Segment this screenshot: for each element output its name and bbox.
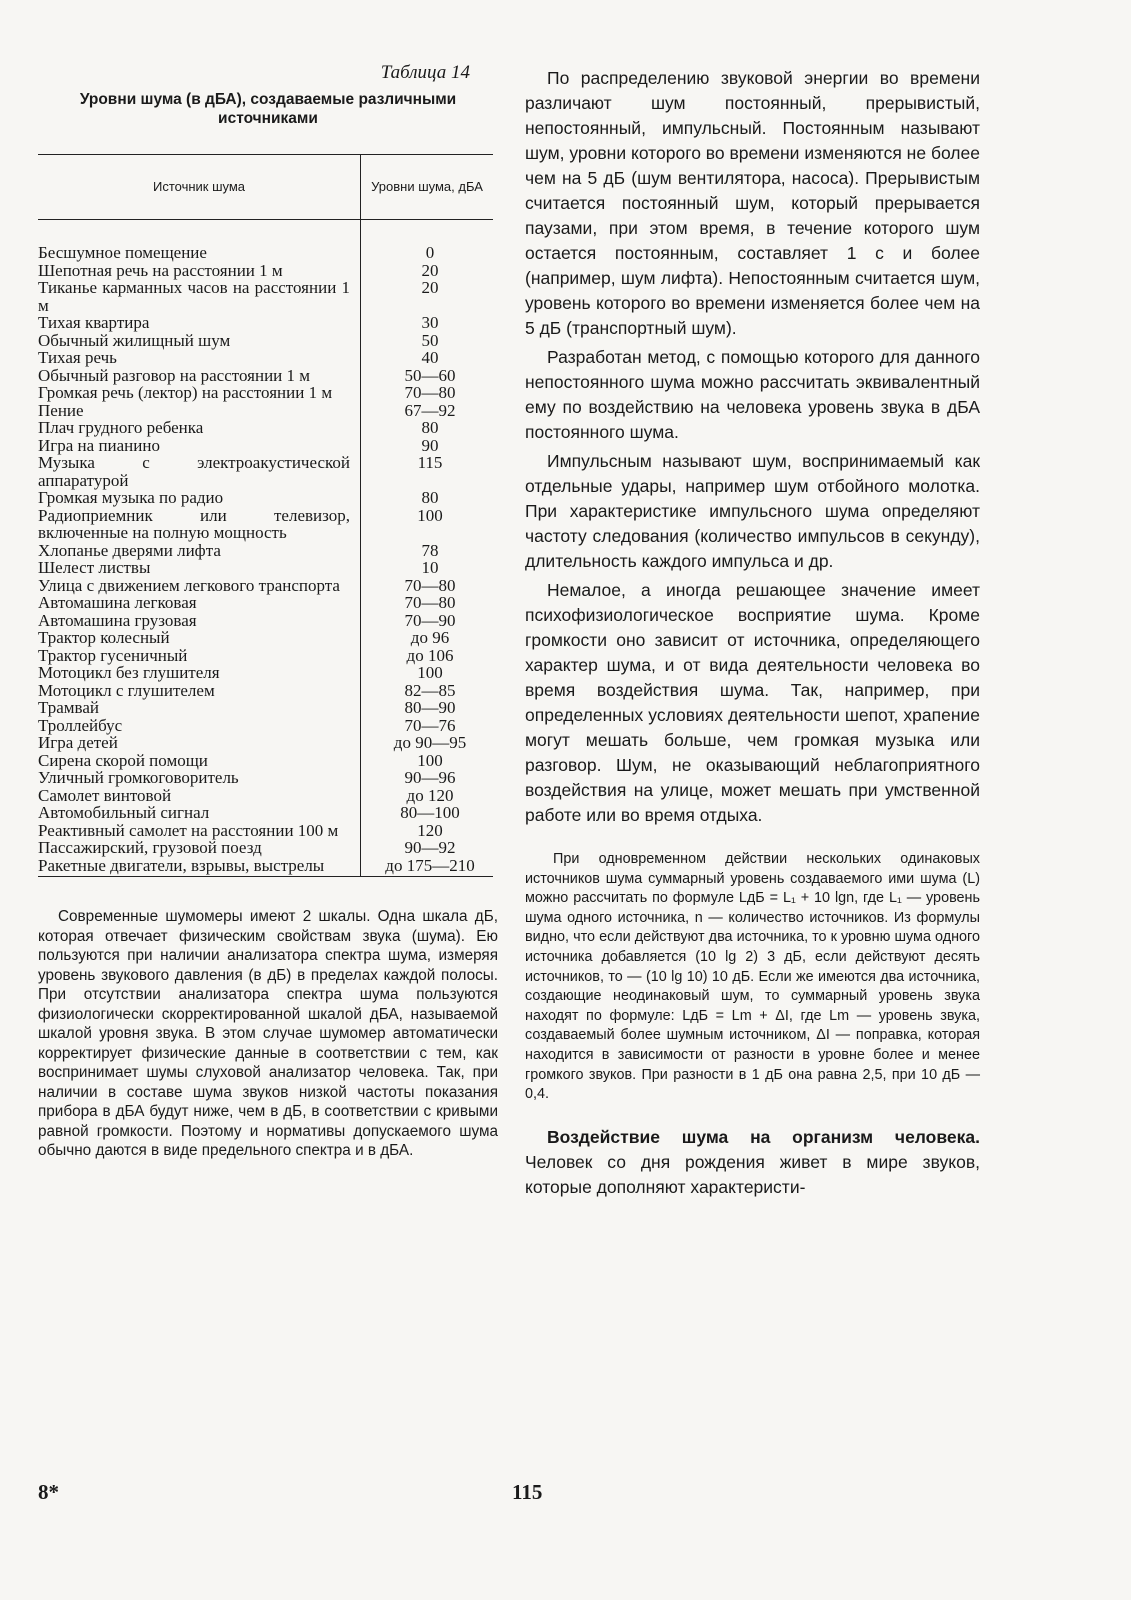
cell-level: 70—80 <box>404 383 456 402</box>
cell-level: 50—60 <box>404 365 456 385</box>
table-row <box>38 332 493 350</box>
table-row <box>38 220 493 262</box>
cell-source: Радиоприемник или телевизор, включенные на полную мощность <box>38 507 361 542</box>
cell-level: 70—80 <box>404 575 456 595</box>
table-row <box>38 577 493 595</box>
cell-source: Автомашина грузовая <box>38 612 361 630</box>
cell-level: до 96 <box>410 628 450 647</box>
signature-mark: 8* <box>38 1480 59 1504</box>
cell-source: Реактивный самолет на расстоянии 100 м <box>38 822 361 840</box>
table-row <box>38 804 493 822</box>
cell-source: Мотоцикл без глушителя <box>38 664 361 682</box>
cell-source: Тихая речь <box>38 349 361 367</box>
cell-level: 80—100 <box>400 803 460 822</box>
cell-level: до 106 <box>406 645 454 665</box>
table-row <box>38 839 493 857</box>
table-row <box>38 402 493 420</box>
table-row <box>38 717 493 735</box>
cell-level: 30 <box>421 313 439 332</box>
table-row <box>38 594 493 612</box>
cell-source: Пассажирский, грузовой поезд <box>38 839 361 857</box>
table-row <box>38 752 493 770</box>
table-row <box>38 349 493 367</box>
left-column <box>38 62 498 1161</box>
cell-source: Обычный жилищный шум <box>38 332 361 350</box>
cell-level: 50 <box>421 330 439 350</box>
cell-level: 90 <box>421 435 439 455</box>
cell-level: 0 <box>425 243 435 262</box>
section-paragraph <box>525 1125 980 1200</box>
cell-source: Хлопанье дверями лифта <box>38 542 361 560</box>
cell-level: 90—96 <box>404 768 456 787</box>
table-row <box>38 437 493 455</box>
table-row <box>38 314 493 332</box>
table-row <box>38 769 493 787</box>
cell-level: 78 <box>421 540 439 560</box>
table-body <box>38 220 493 877</box>
paragraph-impulse-noise: Импульсным называют шум, воспринимаемый как отдельные удары, например шум отбойного молотка. При характеристике импульсного шума определяют частоту следования (количество импульсов в секунду), длительность каждого импульса и др. <box>525 451 980 571</box>
cell-level: 20 <box>421 260 439 280</box>
cell-source: Шелест листвы <box>38 559 361 577</box>
cell-source: Трамвай <box>38 699 361 717</box>
table-row <box>38 787 493 805</box>
cell-source: Автомашина легковая <box>38 594 361 612</box>
table-number: Таблица 14 <box>380 62 470 83</box>
table-row <box>38 734 493 752</box>
cell-level: 70—76 <box>404 715 456 735</box>
cell-source: Сирена скорой помощи <box>38 752 361 770</box>
cell-source: Бесшумное помещение <box>38 220 361 262</box>
cell-level: 80 <box>421 418 439 437</box>
table-row <box>38 559 493 577</box>
cell-level: до 90—95 <box>393 733 467 752</box>
table-title: Уровни шума (в дБА), создаваемые различными источниками <box>79 91 457 127</box>
right-column <box>525 66 980 1200</box>
cell-source: Автомобильный сигнал <box>38 804 361 822</box>
cell-source: Улица с движением легкового транспорта <box>38 577 361 595</box>
table-row <box>38 384 493 402</box>
cell-level: 120 <box>417 820 443 840</box>
cell-level: 100 <box>417 750 443 770</box>
table-row <box>38 682 493 700</box>
table-row <box>38 489 493 507</box>
paragraph-perception: Немалое, а иногда решающее значение имеет психофизиологическое восприятие шума. Кроме громкости оно зависит от источника, определяющего характер шума, и от вида деятельности человека во время воздействия шума. Так, например, при определенных условиях деятельности шепот, храпение могут мешать больше, чем громкая музыка или разговор. Шум, не оказывающий неблагоприятного воздействия на улице, может мешать при умственной работе или во время отдыха. <box>525 580 980 825</box>
cell-source: Обычный разговор на расстоянии 1 м <box>38 367 361 385</box>
paragraph-method: Разработан метод, с помощью которого для данного непостоянного шума можно рассчитать эквивалентный ему по воздействию на человека уровень звука в дБА постоянного шума. <box>525 347 980 442</box>
cell-source: Тихая квартира <box>38 314 361 332</box>
table-row <box>38 542 493 560</box>
table-row <box>38 454 493 489</box>
cell-level: 82—85 <box>404 680 456 700</box>
cell-source: Игра на пианино <box>38 437 361 455</box>
table-row <box>38 699 493 717</box>
table-row <box>38 279 493 314</box>
cell-level: 115 <box>417 453 443 472</box>
cell-level: 80 <box>421 488 439 507</box>
cell-source: Музыка с электроакустической аппаратурой <box>38 454 361 489</box>
cell-level: 100 <box>417 663 443 682</box>
cell-source: Игра детей <box>38 734 361 752</box>
table-row <box>38 262 493 280</box>
table-row <box>38 822 493 840</box>
cell-source: Шепотная речь на расстоянии 1 м <box>38 262 361 280</box>
cell-level: 70—90 <box>404 610 456 630</box>
cell-source: Уличный громкоговоритель <box>38 769 361 787</box>
paragraph-noise-types: По распределению звуковой энергии во времени различают шум постоянный, прерывистый, непостоянный, импульсный. Постоянным называют шум, уровни которого во времени изменяются не более чем на 5 дБ (шум вентилятора, насоса). Прерывистым считается постоянный шум, который прерывается паузами, при этом время, в течение которого шум остается постоянным, составляет 1 с и более (например, шум лифта). Непостоянным считается шум, уровень которого во времени изменяется более чем на 5 дБ (транспортный шум). <box>525 68 980 338</box>
table-row <box>38 419 493 437</box>
cell-level: до 120 <box>406 785 454 805</box>
cell-level: 80—90 <box>404 698 456 717</box>
table-row <box>38 629 493 647</box>
cell-level: 70—80 <box>404 593 456 612</box>
cell-source: Мотоцикл с глушителем <box>38 682 361 700</box>
cell-source: Ракетные двигатели, взрывы, выстрелы <box>38 857 361 877</box>
section-text: Человек со дня рождения живет в мире звуков, которые дополняют характеристи- <box>525 1151 980 1197</box>
cell-level: 100 <box>417 505 443 525</box>
table-row <box>38 647 493 665</box>
cell-level: 20 <box>421 278 439 297</box>
section-heading: Воздействие шума на организм человека. <box>547 1126 980 1147</box>
cell-level: до 175—210 <box>361 857 494 877</box>
table-row <box>38 612 493 630</box>
cell-source: Громкая речь (лектор) на расстоянии 1 м <box>38 384 361 402</box>
table-row <box>38 664 493 682</box>
cell-source: Трактор гусеничный <box>38 647 361 665</box>
formula-paragraph: При одновременном действии нескольких одинаковых источников шума суммарный уровень создаваемого ими шума (L) можно рассчитать по формуле LдБ = L₁ + 10 lgn, где L₁ — уровень шума одного источника, n — количество источников. Из формулы видно, что если действуют два источника, то к уровню шума одного источника добавляется (10 lg 2) 3 дБ, если действуют десять источников, то — (10 lg 10) 10 дБ. Если же имеются два источника, создающие неодинаковый шум, то суммарный уровень звука находят по формуле: LдБ = Lm + ΔI, где Lm — уровень звука, создаваемый более шумным источником, ΔI — поправка, которая находится в зависимости от разности в уровне более и менее громкого звуков. При разности в 1 дБ она равна 2,5, при 10 дБ — 0,4. <box>525 851 980 1103</box>
cell-level: 10 <box>421 558 439 577</box>
table-row <box>38 507 493 542</box>
cell-source: Троллейбус <box>38 717 361 735</box>
table-row <box>38 857 493 877</box>
table-row <box>38 367 493 385</box>
page-number: 115 <box>512 1480 543 1504</box>
cell-level: 90—92 <box>404 838 456 857</box>
column-header-source: Источник шума <box>38 155 361 220</box>
table-header-row <box>38 155 493 220</box>
shumomer-paragraph: Современные шумомеры имеют 2 шкалы. Одна шкала дБ, которая отвечает физическим свойствам звука (шума). Ею пользуются при наличии анализатора спектра шума, измеряя уровень звукового давления (в дБ) в пределах каждой полосы. При отсутствии анализатора спектра шума пользуются физиологически скорректированной шкалой дБА, называемой шкалой уровня звука. В этом случае шумомер автоматически корректирует физические данные в соответствии с тем, как воспринимает шумы слуховой анализатор человека. Так, при наличии в составе шума звуков низкой частоты показания прибора в дБА будут ниже, чем в дБ, в соответствии с кривыми равной громкости. Поэтому и нормативы допускаемого шума обычно даются в виде предельного спектра и в дБА. <box>38 908 498 1159</box>
cell-level: 67—92 <box>404 400 456 420</box>
cell-source: Трактор колесный <box>38 629 361 647</box>
cell-source: Громкая музыка по радио <box>38 489 361 507</box>
cell-source: Плач грудного ребенка <box>38 419 361 437</box>
noise-levels-table <box>38 154 493 877</box>
cell-source: Самолет винтовой <box>38 787 361 805</box>
column-header-level: Уровни шума, дБА <box>361 155 494 220</box>
cell-source: Тиканье карманных часов на расстоянии 1 м <box>38 279 361 314</box>
cell-level: 40 <box>421 348 439 367</box>
cell-source: Пение <box>38 402 361 420</box>
